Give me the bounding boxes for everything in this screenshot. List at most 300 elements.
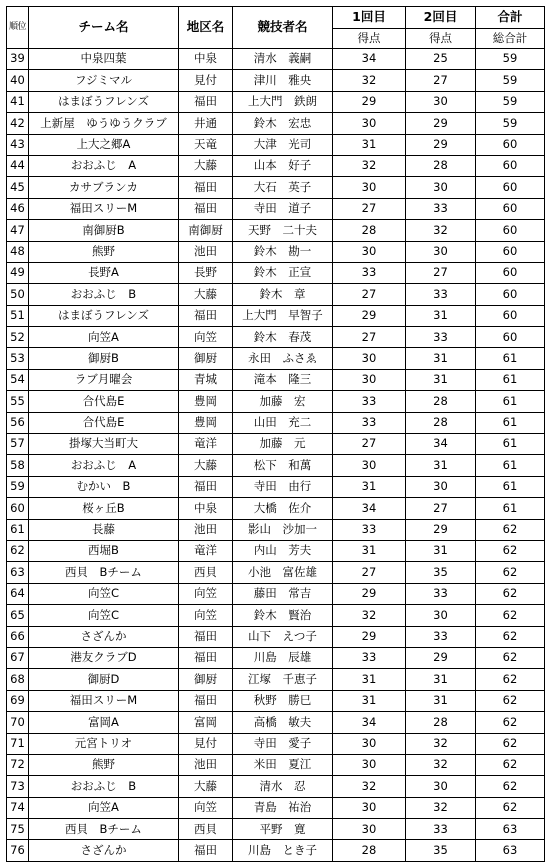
- team-cell: 福田スリーM: [29, 198, 179, 219]
- total-score-cell: 62: [476, 647, 545, 668]
- table-row: [7, 220, 545, 241]
- total-score-cell: 60: [476, 198, 545, 219]
- rank-cell: 66: [7, 626, 29, 647]
- round2-score-cell: 33: [406, 626, 476, 647]
- player-name-cell: 寺田 愛子: [233, 733, 333, 754]
- team-cell: 熊野: [29, 241, 179, 262]
- table-row: [7, 754, 545, 775]
- round1-score-cell: 31: [333, 690, 406, 711]
- area-cell: 福田: [179, 177, 233, 198]
- round1-score-cell: 30: [333, 455, 406, 476]
- team-cell: はまぼうフレンズ: [29, 91, 179, 112]
- rank-cell: 75: [7, 819, 29, 840]
- score2-subheader: 得点: [406, 29, 476, 49]
- total-score-cell: 59: [476, 49, 545, 70]
- round2-score-cell: 31: [406, 690, 476, 711]
- total-score-cell: 61: [476, 455, 545, 476]
- player-name-cell: 寺田 道子: [233, 198, 333, 219]
- team-cell: カサブランカ: [29, 177, 179, 198]
- team-cell: おおふじ B: [29, 284, 179, 305]
- table-row: [7, 647, 545, 668]
- area-cell: 竜洋: [179, 540, 233, 561]
- table-row: [7, 177, 545, 198]
- rank-cell: 65: [7, 605, 29, 626]
- total-score-cell: 61: [476, 434, 545, 455]
- team-cell: むかい B: [29, 476, 179, 497]
- rank-cell: 49: [7, 262, 29, 283]
- table-row: [7, 391, 545, 412]
- round2-header: 2回目: [406, 7, 476, 29]
- total-score-cell: 60: [476, 327, 545, 348]
- round1-score-cell: 34: [333, 712, 406, 733]
- rank-cell: 48: [7, 241, 29, 262]
- table-row: [7, 562, 545, 583]
- team-cell: さざんか: [29, 626, 179, 647]
- player-name-cell: 加藤 宏: [233, 391, 333, 412]
- results-table: [6, 6, 545, 862]
- total-score-cell: 62: [476, 712, 545, 733]
- area-cell: 池田: [179, 754, 233, 775]
- round2-score-cell: 28: [406, 412, 476, 433]
- rank-cell: 72: [7, 754, 29, 775]
- total-score-cell: 59: [476, 113, 545, 134]
- round2-score-cell: 31: [406, 540, 476, 561]
- area-cell: 福田: [179, 690, 233, 711]
- rank-cell: 64: [7, 583, 29, 604]
- round1-score-cell: 28: [333, 840, 406, 861]
- table-row: [7, 369, 545, 390]
- rank-cell: 58: [7, 455, 29, 476]
- player-name-cell: 鈴木 春茂: [233, 327, 333, 348]
- player-name-cell: 大津 光司: [233, 134, 333, 155]
- player-name-cell: 滝本 隆三: [233, 369, 333, 390]
- total-score-cell: 60: [476, 177, 545, 198]
- table-row: [7, 733, 545, 754]
- area-cell: 向笠: [179, 605, 233, 626]
- table-row: [7, 348, 545, 369]
- total-score-cell: 62: [476, 583, 545, 604]
- area-cell: 富岡: [179, 712, 233, 733]
- player-name-cell: 津川 雅央: [233, 70, 333, 91]
- team-cell: 御厨D: [29, 669, 179, 690]
- player-name-cell: 寺田 由行: [233, 476, 333, 497]
- rank-cell: 51: [7, 305, 29, 326]
- area-cell: 見付: [179, 733, 233, 754]
- round1-score-cell: 30: [333, 733, 406, 754]
- rank-cell: 42: [7, 113, 29, 134]
- player-name-cell: 鈴木 勘一: [233, 241, 333, 262]
- total-score-cell: 60: [476, 305, 545, 326]
- rank-cell: 39: [7, 49, 29, 70]
- round2-score-cell: 33: [406, 819, 476, 840]
- round2-score-cell: 27: [406, 70, 476, 91]
- area-cell: 池田: [179, 241, 233, 262]
- rank-cell: 47: [7, 220, 29, 241]
- round1-score-cell: 34: [333, 498, 406, 519]
- area-cell: 福田: [179, 647, 233, 668]
- total-score-cell: 59: [476, 70, 545, 91]
- table-row: [7, 476, 545, 497]
- player-name-cell: 影山 沙加一: [233, 519, 333, 540]
- total-score-cell: 62: [476, 540, 545, 561]
- area-cell: 井通: [179, 113, 233, 134]
- round1-score-cell: 27: [333, 198, 406, 219]
- team-cell: はまぼうフレンズ: [29, 305, 179, 326]
- team-cell: 上大之郷A: [29, 134, 179, 155]
- table-row: [7, 305, 545, 326]
- rank-cell: 44: [7, 155, 29, 176]
- round2-score-cell: 30: [406, 476, 476, 497]
- round2-score-cell: 32: [406, 220, 476, 241]
- player-name-cell: 清水 義嗣: [233, 49, 333, 70]
- player-name-cell: 青島 祐治: [233, 797, 333, 818]
- area-cell: 向笠: [179, 327, 233, 348]
- round1-score-cell: 34: [333, 49, 406, 70]
- area-cell: 福田: [179, 476, 233, 497]
- area-cell: 大藤: [179, 455, 233, 476]
- area-cell: 中泉: [179, 49, 233, 70]
- player-name-cell: 山本 好子: [233, 155, 333, 176]
- table-row: [7, 498, 545, 519]
- table-row: [7, 412, 545, 433]
- area-cell: 福田: [179, 305, 233, 326]
- player-name-cell: 鈴木 賢治: [233, 605, 333, 626]
- round1-score-cell: 27: [333, 327, 406, 348]
- rank-cell: 54: [7, 369, 29, 390]
- area-header: 地区名: [179, 7, 233, 49]
- rank-cell: 43: [7, 134, 29, 155]
- table-row: [7, 113, 545, 134]
- round2-score-cell: 25: [406, 49, 476, 70]
- area-cell: 福田: [179, 840, 233, 861]
- table-row: [7, 519, 545, 540]
- round1-score-cell: 32: [333, 605, 406, 626]
- team-header: チーム名: [29, 7, 179, 49]
- player-name-cell: 秋野 勝巳: [233, 690, 333, 711]
- round1-score-cell: 31: [333, 669, 406, 690]
- grand-total-subheader: 総合計: [476, 29, 545, 49]
- table-row: [7, 91, 545, 112]
- rank-cell: 52: [7, 327, 29, 348]
- round2-score-cell: 28: [406, 712, 476, 733]
- team-cell: 西貝 Bチーム: [29, 562, 179, 583]
- round1-score-cell: 30: [333, 241, 406, 262]
- total-score-cell: 62: [476, 776, 545, 797]
- table-row: [7, 198, 545, 219]
- player-name-cell: 米田 夏江: [233, 754, 333, 775]
- table-row: [7, 284, 545, 305]
- team-cell: 上新屋 ゆうゆうクラブ: [29, 113, 179, 134]
- round1-score-cell: 32: [333, 70, 406, 91]
- round1-score-cell: 32: [333, 776, 406, 797]
- round2-score-cell: 31: [406, 369, 476, 390]
- area-cell: 豊岡: [179, 391, 233, 412]
- round1-score-cell: 30: [333, 754, 406, 775]
- rank-cell: 76: [7, 840, 29, 861]
- team-cell: 向笠A: [29, 327, 179, 348]
- player-name-cell: 川島 とき子: [233, 840, 333, 861]
- round1-score-cell: 29: [333, 583, 406, 604]
- total-score-cell: 62: [476, 733, 545, 754]
- team-cell: 向笠A: [29, 797, 179, 818]
- round1-score-cell: 29: [333, 626, 406, 647]
- round2-score-cell: 30: [406, 776, 476, 797]
- rank-cell: 59: [7, 476, 29, 497]
- area-cell: 向笠: [179, 583, 233, 604]
- rank-cell: 71: [7, 733, 29, 754]
- rank-cell: 61: [7, 519, 29, 540]
- area-cell: 大藤: [179, 284, 233, 305]
- table-body: [7, 49, 545, 862]
- rank-cell: 68: [7, 669, 29, 690]
- rank-cell: 63: [7, 562, 29, 583]
- area-cell: 西貝: [179, 819, 233, 840]
- table-row: [7, 455, 545, 476]
- team-cell: 富岡A: [29, 712, 179, 733]
- rank-cell: 40: [7, 70, 29, 91]
- rank-cell: 55: [7, 391, 29, 412]
- team-cell: おおふじ A: [29, 455, 179, 476]
- round2-score-cell: 29: [406, 113, 476, 134]
- round1-header: 1回目: [333, 7, 406, 29]
- player-header: 競技者名: [233, 7, 333, 49]
- total-score-cell: 62: [476, 669, 545, 690]
- team-cell: 合代島E: [29, 412, 179, 433]
- round2-score-cell: 27: [406, 262, 476, 283]
- player-name-cell: 上大門 早智子: [233, 305, 333, 326]
- total-score-cell: 61: [476, 498, 545, 519]
- total-score-cell: 61: [476, 369, 545, 390]
- area-cell: 福田: [179, 198, 233, 219]
- round1-score-cell: 31: [333, 134, 406, 155]
- team-cell: 元宮トリオ: [29, 733, 179, 754]
- round2-score-cell: 29: [406, 647, 476, 668]
- team-cell: 向笠C: [29, 583, 179, 604]
- total-score-cell: 63: [476, 840, 545, 861]
- round1-score-cell: 31: [333, 540, 406, 561]
- total-score-cell: 62: [476, 690, 545, 711]
- area-cell: 西貝: [179, 562, 233, 583]
- total-score-cell: 62: [476, 754, 545, 775]
- total-score-cell: 62: [476, 797, 545, 818]
- team-cell: 長藤: [29, 519, 179, 540]
- total-score-cell: 61: [476, 412, 545, 433]
- area-cell: 大藤: [179, 155, 233, 176]
- table-header: [7, 7, 545, 49]
- rank-cell: 62: [7, 540, 29, 561]
- round2-score-cell: 30: [406, 605, 476, 626]
- rank-cell: 41: [7, 91, 29, 112]
- table-row: [7, 327, 545, 348]
- round2-score-cell: 32: [406, 797, 476, 818]
- total-header: 合計: [476, 7, 545, 29]
- player-name-cell: 大橋 佐介: [233, 498, 333, 519]
- round1-score-cell: 33: [333, 412, 406, 433]
- area-cell: 竜洋: [179, 434, 233, 455]
- area-cell: 見付: [179, 70, 233, 91]
- player-name-cell: 川島 辰雄: [233, 647, 333, 668]
- table-row: [7, 712, 545, 733]
- round2-score-cell: 34: [406, 434, 476, 455]
- team-cell: 南御厨B: [29, 220, 179, 241]
- table-row: [7, 70, 545, 91]
- player-name-cell: 松下 和萬: [233, 455, 333, 476]
- total-score-cell: 62: [476, 562, 545, 583]
- table-row: [7, 669, 545, 690]
- team-cell: さざんか: [29, 840, 179, 861]
- area-cell: 豊岡: [179, 412, 233, 433]
- player-name-cell: 鈴木 正宣: [233, 262, 333, 283]
- round1-score-cell: 30: [333, 348, 406, 369]
- total-score-cell: 62: [476, 605, 545, 626]
- player-name-cell: 鈴木 章: [233, 284, 333, 305]
- round1-score-cell: 29: [333, 91, 406, 112]
- team-cell: 西堀B: [29, 540, 179, 561]
- total-score-cell: 60: [476, 284, 545, 305]
- round1-score-cell: 33: [333, 262, 406, 283]
- round1-score-cell: 27: [333, 562, 406, 583]
- player-name-cell: 大石 英子: [233, 177, 333, 198]
- round1-score-cell: 30: [333, 797, 406, 818]
- team-cell: 熊野: [29, 754, 179, 775]
- table-row: [7, 840, 545, 861]
- player-name-cell: 清水 忍: [233, 776, 333, 797]
- total-score-cell: 61: [476, 476, 545, 497]
- table-row: [7, 540, 545, 561]
- table-row: [7, 434, 545, 455]
- player-name-cell: 山田 充二: [233, 412, 333, 433]
- player-name-cell: 藤田 常吉: [233, 583, 333, 604]
- round2-score-cell: 33: [406, 198, 476, 219]
- round1-score-cell: 33: [333, 647, 406, 668]
- round2-score-cell: 33: [406, 327, 476, 348]
- team-cell: 掛塚大当町大: [29, 434, 179, 455]
- table-row: [7, 49, 545, 70]
- area-cell: 中泉: [179, 498, 233, 519]
- round1-score-cell: 30: [333, 819, 406, 840]
- rank-cell: 46: [7, 198, 29, 219]
- rank-cell: 73: [7, 776, 29, 797]
- area-cell: 向笠: [179, 797, 233, 818]
- round2-score-cell: 29: [406, 519, 476, 540]
- rank-cell: 69: [7, 690, 29, 711]
- round2-score-cell: 31: [406, 348, 476, 369]
- player-name-cell: 加藤 元: [233, 434, 333, 455]
- round1-score-cell: 33: [333, 519, 406, 540]
- table-row: [7, 797, 545, 818]
- total-score-cell: 59: [476, 91, 545, 112]
- rank-cell: 57: [7, 434, 29, 455]
- total-score-cell: 62: [476, 519, 545, 540]
- rank-cell: 67: [7, 647, 29, 668]
- team-cell: 福田スリーM: [29, 690, 179, 711]
- player-name-cell: 内山 芳夫: [233, 540, 333, 561]
- table-row: [7, 690, 545, 711]
- round1-score-cell: 32: [333, 155, 406, 176]
- rank-cell: 45: [7, 177, 29, 198]
- total-score-cell: 60: [476, 134, 545, 155]
- area-cell: 青城: [179, 369, 233, 390]
- total-score-cell: 60: [476, 155, 545, 176]
- round2-score-cell: 30: [406, 91, 476, 112]
- player-name-cell: 永田 ふさゑ: [233, 348, 333, 369]
- rank-cell: 53: [7, 348, 29, 369]
- team-cell: 合代島E: [29, 391, 179, 412]
- round2-score-cell: 31: [406, 305, 476, 326]
- player-name-cell: 江塚 千恵子: [233, 669, 333, 690]
- player-name-cell: 高橋 敏夫: [233, 712, 333, 733]
- player-name-cell: 平野 寛: [233, 819, 333, 840]
- round1-score-cell: 30: [333, 177, 406, 198]
- player-name-cell: 上大門 鉄朗: [233, 91, 333, 112]
- total-score-cell: 60: [476, 220, 545, 241]
- player-name-cell: 天野 二十夫: [233, 220, 333, 241]
- table-row: [7, 605, 545, 626]
- team-cell: 中泉四葉: [29, 49, 179, 70]
- area-cell: 福田: [179, 91, 233, 112]
- total-score-cell: 60: [476, 241, 545, 262]
- total-score-cell: 61: [476, 348, 545, 369]
- round1-score-cell: 27: [333, 284, 406, 305]
- rank-cell: 50: [7, 284, 29, 305]
- table-row: [7, 262, 545, 283]
- rank-cell: 74: [7, 797, 29, 818]
- table-row: [7, 819, 545, 840]
- team-cell: 港友クラブD: [29, 647, 179, 668]
- team-cell: 西貝 Bチーム: [29, 819, 179, 840]
- round1-score-cell: 28: [333, 220, 406, 241]
- round2-score-cell: 31: [406, 455, 476, 476]
- rank-cell: 70: [7, 712, 29, 733]
- round2-score-cell: 30: [406, 241, 476, 262]
- team-cell: 御厨B: [29, 348, 179, 369]
- table-row: [7, 241, 545, 262]
- table-row: [7, 583, 545, 604]
- team-cell: 長野A: [29, 262, 179, 283]
- round2-score-cell: 31: [406, 669, 476, 690]
- team-cell: フジミマル: [29, 70, 179, 91]
- area-cell: 池田: [179, 519, 233, 540]
- area-cell: 大藤: [179, 776, 233, 797]
- round2-score-cell: 33: [406, 583, 476, 604]
- team-cell: おおふじ A: [29, 155, 179, 176]
- area-cell: 御厨: [179, 669, 233, 690]
- round2-score-cell: 29: [406, 134, 476, 155]
- round2-score-cell: 30: [406, 177, 476, 198]
- round2-score-cell: 28: [406, 155, 476, 176]
- player-name-cell: 鈴木 宏忠: [233, 113, 333, 134]
- team-cell: 桜ヶ丘B: [29, 498, 179, 519]
- total-score-cell: 63: [476, 819, 545, 840]
- round2-score-cell: 32: [406, 754, 476, 775]
- area-cell: 南御厨: [179, 220, 233, 241]
- area-cell: 福田: [179, 626, 233, 647]
- round2-score-cell: 32: [406, 733, 476, 754]
- area-cell: 御厨: [179, 348, 233, 369]
- rank-cell: 56: [7, 412, 29, 433]
- player-name-cell: 山下 えつ子: [233, 626, 333, 647]
- round2-score-cell: 33: [406, 284, 476, 305]
- score1-subheader: 得点: [333, 29, 406, 49]
- area-cell: 長野: [179, 262, 233, 283]
- round1-score-cell: 27: [333, 434, 406, 455]
- table-row: [7, 155, 545, 176]
- team-cell: ラブ月曜会: [29, 369, 179, 390]
- round1-score-cell: 29: [333, 305, 406, 326]
- round2-score-cell: 28: [406, 391, 476, 412]
- table-row: [7, 626, 545, 647]
- round1-score-cell: 31: [333, 476, 406, 497]
